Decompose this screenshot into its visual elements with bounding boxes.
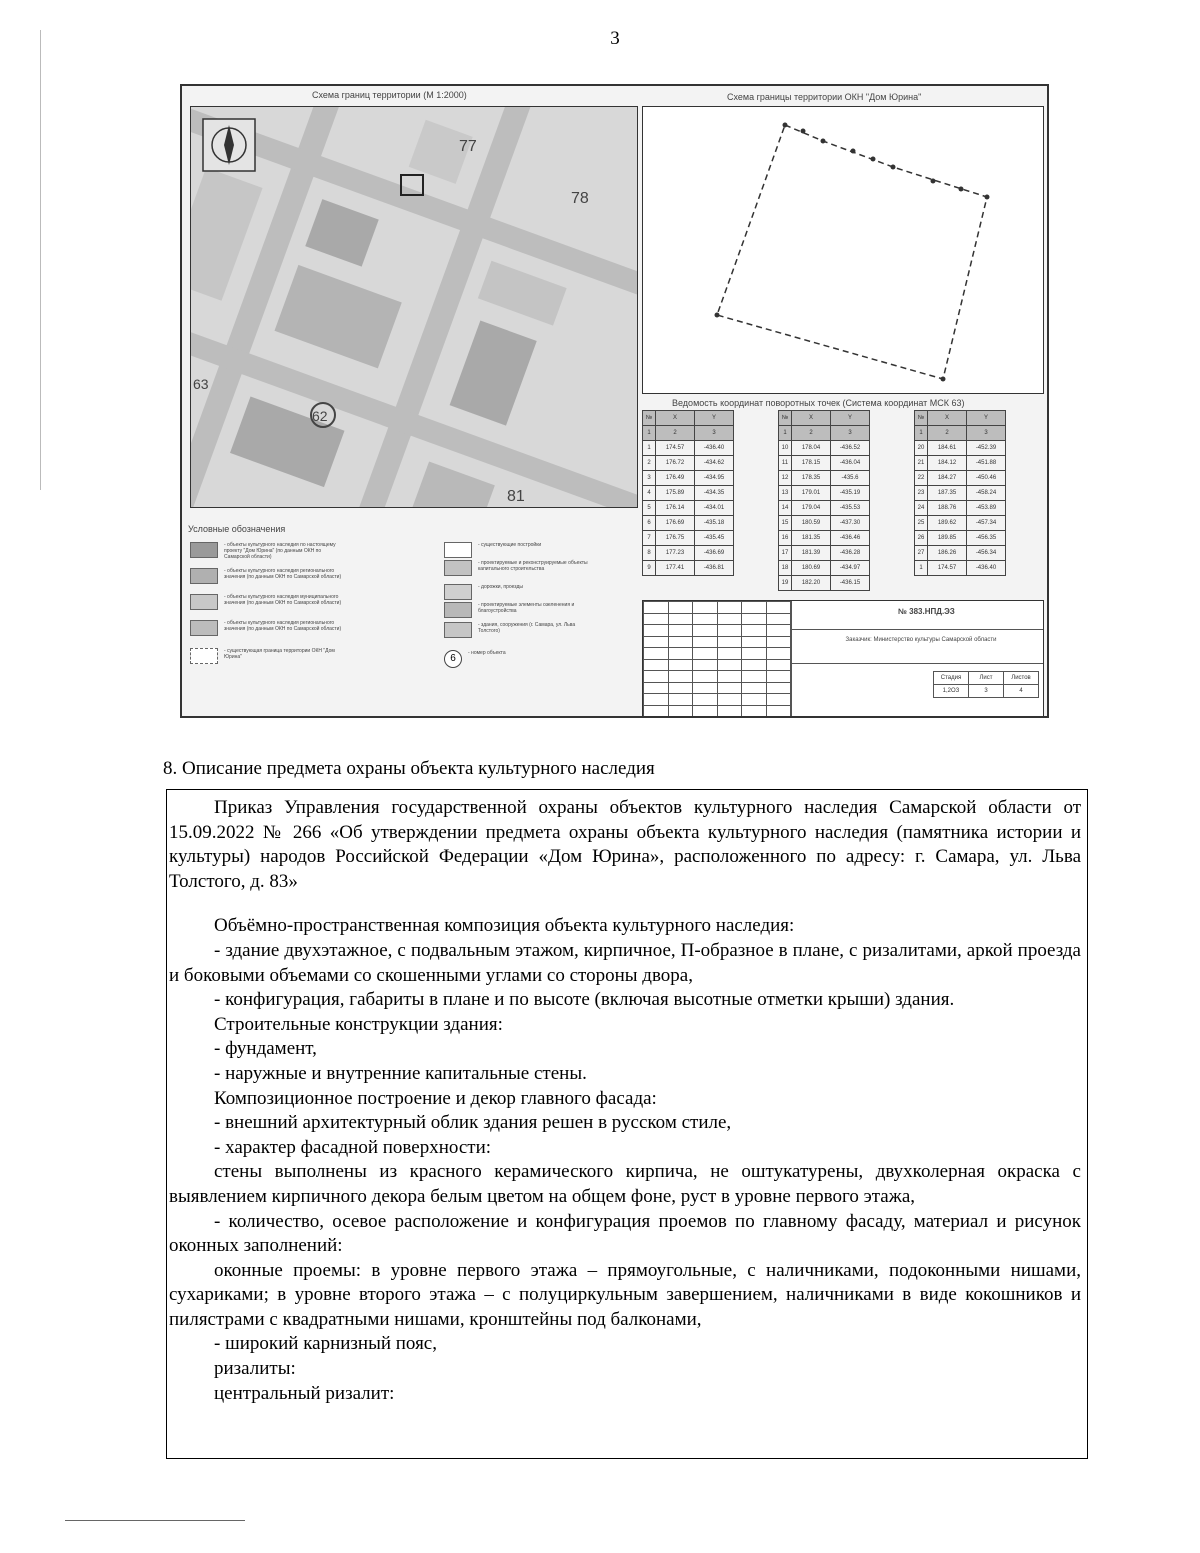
paragraph: - здание двухэтажное, с подвальным этажом, кирпичное, П-образное в плане, с ризалитами, аркой проезда и боковыми объемами со скошенными углами со стороны двора, xyxy=(169,939,1081,986)
legend-item: - объекты культурного наследия регионального значения (по данным ОКН по Самарской области) xyxy=(190,620,344,636)
paragraph: ризалиты: xyxy=(214,1358,296,1380)
paragraph: - фундамент, xyxy=(214,1038,317,1060)
paragraph: - характер фасадной поверхности: xyxy=(214,1136,492,1158)
paragraph: - наружные и внутренние капитальные стены. xyxy=(214,1062,587,1084)
map-label: 63 xyxy=(193,376,209,392)
coordinates-table: № X Y 1 2 3 1 174.57 -436.40 2 176.72 -434.62 3 176.49 -434.95 4 175.89 -434.35 5 176.14 -434.01 6 176.69 -435.18 7 176.75 -435.45 8 177.23 -436.69 9 177.41 -436.81 xyxy=(642,410,734,576)
legend-item: - дорожки, проезды xyxy=(444,584,598,600)
paragraph: центральный ризалит: xyxy=(214,1382,395,1404)
coordinates-table: № X Y 1 2 3 10 178.04 -436.52 11 178.15 -436.04 12 178.35 -435.6 13 179.01 -435.19 14 179.04 -435.53 15 180.59 -437.30 16 181.35 -436.46 17 181.39 -436.28 18 180.69 -434.97 19 182.20 -436.15 xyxy=(778,410,870,591)
document-code: № 383.НПД.ЭЗ xyxy=(898,607,955,616)
protection-subject-text xyxy=(166,789,1088,1459)
coordinates-title: Ведомость координат поворотных точек (Система координат МСК 63) xyxy=(672,398,965,408)
map-label: 81 xyxy=(507,488,525,505)
paragraph: стены выполнены из красного керамического кирпича, не оштукатурены, двухколерная окраска с выявлением кирпичного декора белым цветом на общем фоне, руст в уровне первого этажа, xyxy=(169,1161,1081,1207)
map-legend xyxy=(188,524,638,714)
scheme-title: Схема границы территории ОКН "Дом Юрина" xyxy=(727,92,922,102)
map-label: 62 xyxy=(312,408,328,424)
situation-map xyxy=(191,107,637,507)
boundary-scheme xyxy=(643,107,1043,393)
stage-sheet-table: Стадия Лист Листов 1,2ОЗ 3 4 xyxy=(933,671,1039,698)
order-reference: Приказ Управления государственной охраны объектов культурного наследия Самарской области от 15.09.2022 № 266 «Об утверждении предмета охраны объекта культурного наследия (памятника истории и культуры) народов Российской Федерации «Дом Юрина», расположенного по адресу: г. Самара, ул. Льва Толстого, д. 83» xyxy=(169,797,1081,892)
paragraph: - конфигурация, габариты в плане и по высоте (включая высотные отметки крыши) здания. xyxy=(214,989,955,1011)
territory-boundary-line xyxy=(717,125,987,379)
map-label: 77 xyxy=(459,138,477,155)
paragraph: Строительные конструкции здания: xyxy=(214,1013,503,1035)
section-heading: 8. Описание предмета охраны объекта культурного наследия xyxy=(163,758,655,779)
turning-points xyxy=(715,123,990,382)
legend-title: Условные обозначения xyxy=(188,524,286,534)
map-title: Схема границ территории (М 1:2000) xyxy=(312,90,467,100)
object-number-badge: 6 xyxy=(444,650,462,668)
legend-item: - объекты культурного наследия по настоящему проекту "Дом Юрина" (по данным ОКН по Самарской области) xyxy=(190,542,344,560)
title-block xyxy=(642,600,1044,718)
paragraph: оконные проемы: в уровне первого этажа – прямоугольные, с наличниками, подоконными нишами, сухариками; в уровне второго этажа – с полуциркульным завершением, наличниками в виде кокошников и пилястрами с квадратными нишами, кронштейны под балконами, xyxy=(169,1259,1081,1330)
legend-item: - объекты культурного наследия муниципального значения (по данным ОКН по Самарской области) xyxy=(190,594,344,610)
page-number: 3 xyxy=(610,28,620,49)
coordinates-panel xyxy=(642,398,1042,594)
title-block-grid xyxy=(643,601,791,717)
legend-item: - здания, сооружения (г. Самара, ул. Льва Толстого) xyxy=(444,622,598,638)
legend-item: - существующие постройки xyxy=(444,542,598,558)
paragraph: - широкий карнизный пояс, xyxy=(214,1333,437,1355)
site-plan-figure xyxy=(180,84,1049,718)
customer-name: Заказчик: Министерство культуры Самарской области xyxy=(845,637,997,643)
coordinates-table: № X Y 1 2 3 20 184.61 -452.39 21 184.12 -451.88 22 184.27 -450.46 23 187.35 -458.24 24 188.76 -453.89 25 189.62 -457.34 26 189.85 -456.35 27 186.26 -456.34 1 174.57 -436.40 xyxy=(914,410,1006,576)
footnote-separator xyxy=(65,1520,245,1521)
map-label: 78 xyxy=(571,190,589,207)
map-panel xyxy=(190,106,638,508)
legend-item: - объекты культурного наследия регионального значения (по данным ОКН по Самарской области) xyxy=(190,568,344,584)
legend-item: - существующая граница территории ОКН "Дом Юрина" xyxy=(190,648,344,664)
legend-item: - проектируемые и реконструируемые объекты капитального строительства xyxy=(444,560,598,576)
paragraph-gap xyxy=(169,894,1081,914)
legend-item: - проектируемые элементы озеленения и благоустройства xyxy=(444,602,598,618)
boundary-scheme-panel xyxy=(642,106,1044,394)
paragraph: Объёмно-пространственная композиция объекта культурного наследия: xyxy=(214,915,795,937)
paragraph: Композиционное построение и декор главного фасада: xyxy=(214,1087,657,1109)
margin-line xyxy=(40,30,41,490)
paragraph: - внешний архитектурный облик здания решен в русском стиле, xyxy=(214,1112,732,1134)
paragraph: - количество, осевое расположение и конфигурация проемов по главному фасаду, материал и рисунок оконных заполнений: xyxy=(169,1210,1081,1257)
legend-item: 6 - номер объекта xyxy=(444,650,588,668)
